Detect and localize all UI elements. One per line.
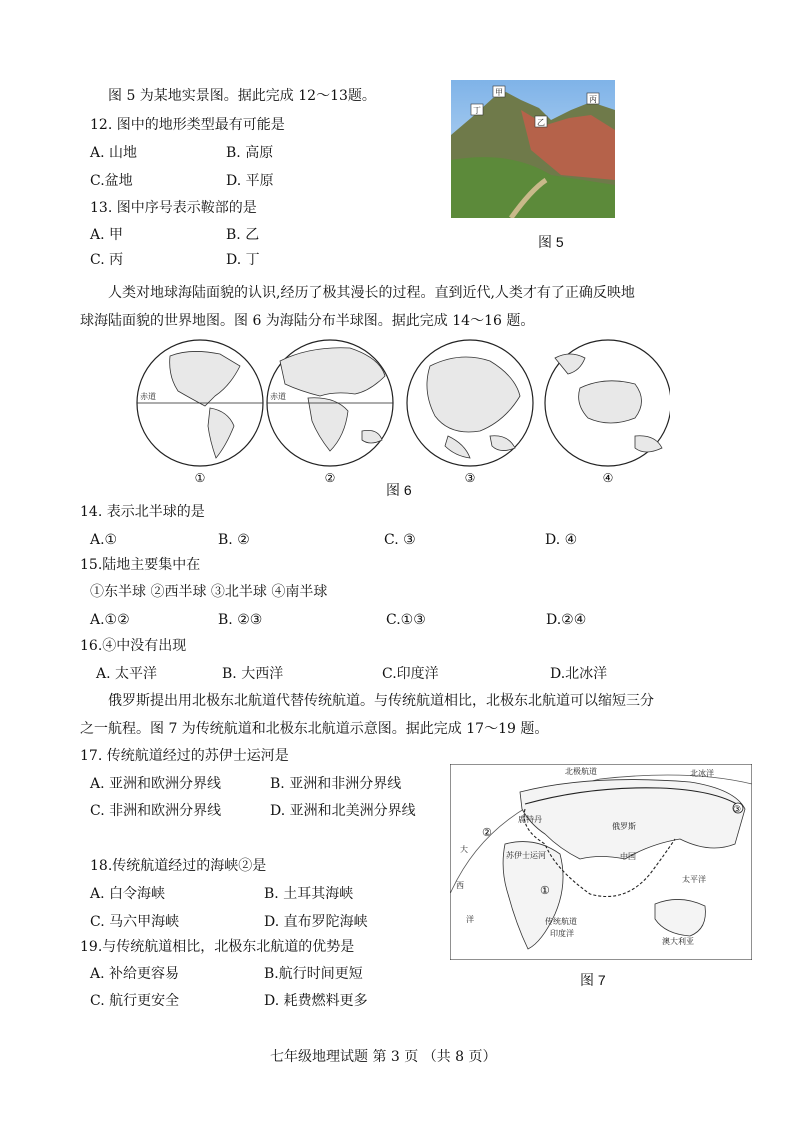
map-label-pacific: 太平洋 <box>682 875 706 884</box>
question-16-option-a: A. 太平洋 <box>96 666 158 682</box>
question-19-option-c: C. 航行更安全 <box>90 993 180 1009</box>
question-15-stem: 15.陆地主要集中在 <box>80 557 201 573</box>
label-ding: 丁 <box>473 106 481 115</box>
question-13-option-d: D. 丁 <box>226 252 260 268</box>
question-12-option-a: A. 山地 <box>90 145 138 161</box>
question-12-stem: 12. 图中的地形类型最有可能是 <box>90 117 285 133</box>
question-14-stem: 14. 表示北半球的是 <box>80 504 205 520</box>
map-label-west: 西 <box>456 881 464 890</box>
section-intro-fig6-line2: 球海陆面貌的世界地图。图 6 为海陆分布半球图。据此完成 14～16 题。 <box>80 313 535 329</box>
question-17-option-d: D. 亚洲和北美洲分界线 <box>270 803 416 819</box>
globe-label-4: ④ <box>602 471 614 485</box>
map-label-rotterdam: 鹿特丹 <box>518 815 542 824</box>
question-17-option-b: B. 亚洲和非洲分界线 <box>270 776 402 792</box>
globe-label-3: ③ <box>464 471 476 485</box>
figure-5-caption: 图 5 <box>538 234 564 250</box>
question-19-option-b: B.航行时间更短 <box>264 966 363 982</box>
globe-label-1: ① <box>194 471 206 485</box>
question-17-option-a: A. 亚洲和欧洲分界线 <box>90 776 222 792</box>
question-13-option-b: B. 乙 <box>226 227 260 243</box>
question-12-option-d: D. 平原 <box>226 173 274 189</box>
question-15-subitems: ①东半球 ②西半球 ③北半球 ④南半球 <box>90 584 328 600</box>
question-16-option-b: B. 大西洋 <box>222 666 284 682</box>
section-intro-fig5: 图 5 为某地实景图。据此完成 12～13题。 <box>108 88 376 104</box>
map-label-suez: 苏伊士运河 <box>506 851 546 860</box>
label-yi: 乙 <box>537 118 545 127</box>
map-marker-3: ③ <box>733 804 742 814</box>
map-label-arctic-route: 北极航道 <box>565 767 597 776</box>
question-19-stem: 19.与传统航道相比，北极东北航道的优势是 <box>80 939 355 955</box>
question-13-stem: 13. 图中序号表示鞍部的是 <box>90 200 257 216</box>
question-19-option-d: D. 耗费燃料更多 <box>264 993 368 1009</box>
question-18-option-b: B. 土耳其海峡 <box>264 886 354 902</box>
figure-7-caption: 图 7 <box>580 972 606 988</box>
question-16-option-d: D.北冰洋 <box>550 666 608 682</box>
hemisphere-1 <box>137 340 263 485</box>
section-intro-fig6-line1: 人类对地球海陆面貌的认识,经历了极其漫长的过程。直到近代,人类才有了正确反映地 <box>108 285 635 301</box>
map-marker-1: ① <box>540 885 550 897</box>
question-14-option-b: B. ② <box>218 532 250 548</box>
question-18-option-c: C. 马六甲海峡 <box>90 914 180 930</box>
question-13-option-a: A. 甲 <box>90 227 124 243</box>
question-15-option-c: C.①③ <box>386 612 426 628</box>
figure-6-hemispheres <box>130 336 670 486</box>
equator-label-1: 赤道 <box>140 392 156 401</box>
hemisphere-4 <box>545 340 670 485</box>
page-footer: 七年级地理试题 第 3 页 （共 8 页） <box>270 1049 497 1065</box>
globe-label-2: ② <box>324 471 336 485</box>
question-15-option-a: A.①② <box>90 612 130 628</box>
figure-5-photo <box>451 80 615 218</box>
question-14-option-d: D. ④ <box>545 532 578 548</box>
map-label-australia: 澳大利亚 <box>662 937 694 946</box>
map-label-china: 中国 <box>620 852 636 861</box>
hemisphere-3 <box>407 340 533 485</box>
map-marker-2: ② <box>482 827 492 839</box>
question-18-option-d: D. 直布罗陀海峡 <box>264 914 368 930</box>
map-label-indian-ocean: 印度洋 <box>550 929 574 938</box>
question-18-stem: 18.传统航道经过的海峡②是 <box>90 858 267 874</box>
question-15-option-d: D.②④ <box>546 612 587 628</box>
figure-6-caption: 图 6 <box>386 482 412 498</box>
question-16-stem: 16.④中没有出现 <box>80 638 187 654</box>
question-12-option-b: B. 高原 <box>226 145 274 161</box>
map-label-big: 大 <box>460 845 468 854</box>
question-14-option-a: A.① <box>90 532 118 548</box>
section-intro-fig7-line1: 俄罗斯提出用北极东北航道代替传统航道。与传统航道相比，北极东北航道可以缩短三分 <box>108 693 654 709</box>
label-jia: 甲 <box>495 88 503 97</box>
hemisphere-2 <box>267 340 393 485</box>
question-18-option-a: A. 白令海峡 <box>90 886 166 902</box>
question-13-option-c: C. 丙 <box>90 252 124 268</box>
question-15-option-b: B. ②③ <box>218 612 263 628</box>
label-bing: 丙 <box>589 95 597 104</box>
equator-label-2: 赤道 <box>270 392 286 401</box>
question-17-option-c: C. 非洲和欧洲分界线 <box>90 803 222 819</box>
map-label-russia: 俄罗斯 <box>612 822 636 831</box>
figure-7-route-map <box>450 764 752 960</box>
question-14-option-c: C. ③ <box>384 532 416 548</box>
question-19-option-a: A. 补给更容易 <box>90 966 180 982</box>
question-12-option-c: C.盆地 <box>90 173 133 189</box>
section-intro-fig7-line2: 之一航程。图 7 为传统航道和北极东北航道示意图。据此完成 17～19 题。 <box>80 721 549 737</box>
question-16-option-c: C.印度洋 <box>382 666 439 682</box>
question-17-stem: 17. 传统航道经过的苏伊士运河是 <box>80 748 289 764</box>
map-label-arctic-ocean: 北冰洋 <box>690 769 714 778</box>
map-label-traditional-route: 传统航道 <box>545 917 577 926</box>
map-label-ocean: 洋 <box>466 915 474 924</box>
